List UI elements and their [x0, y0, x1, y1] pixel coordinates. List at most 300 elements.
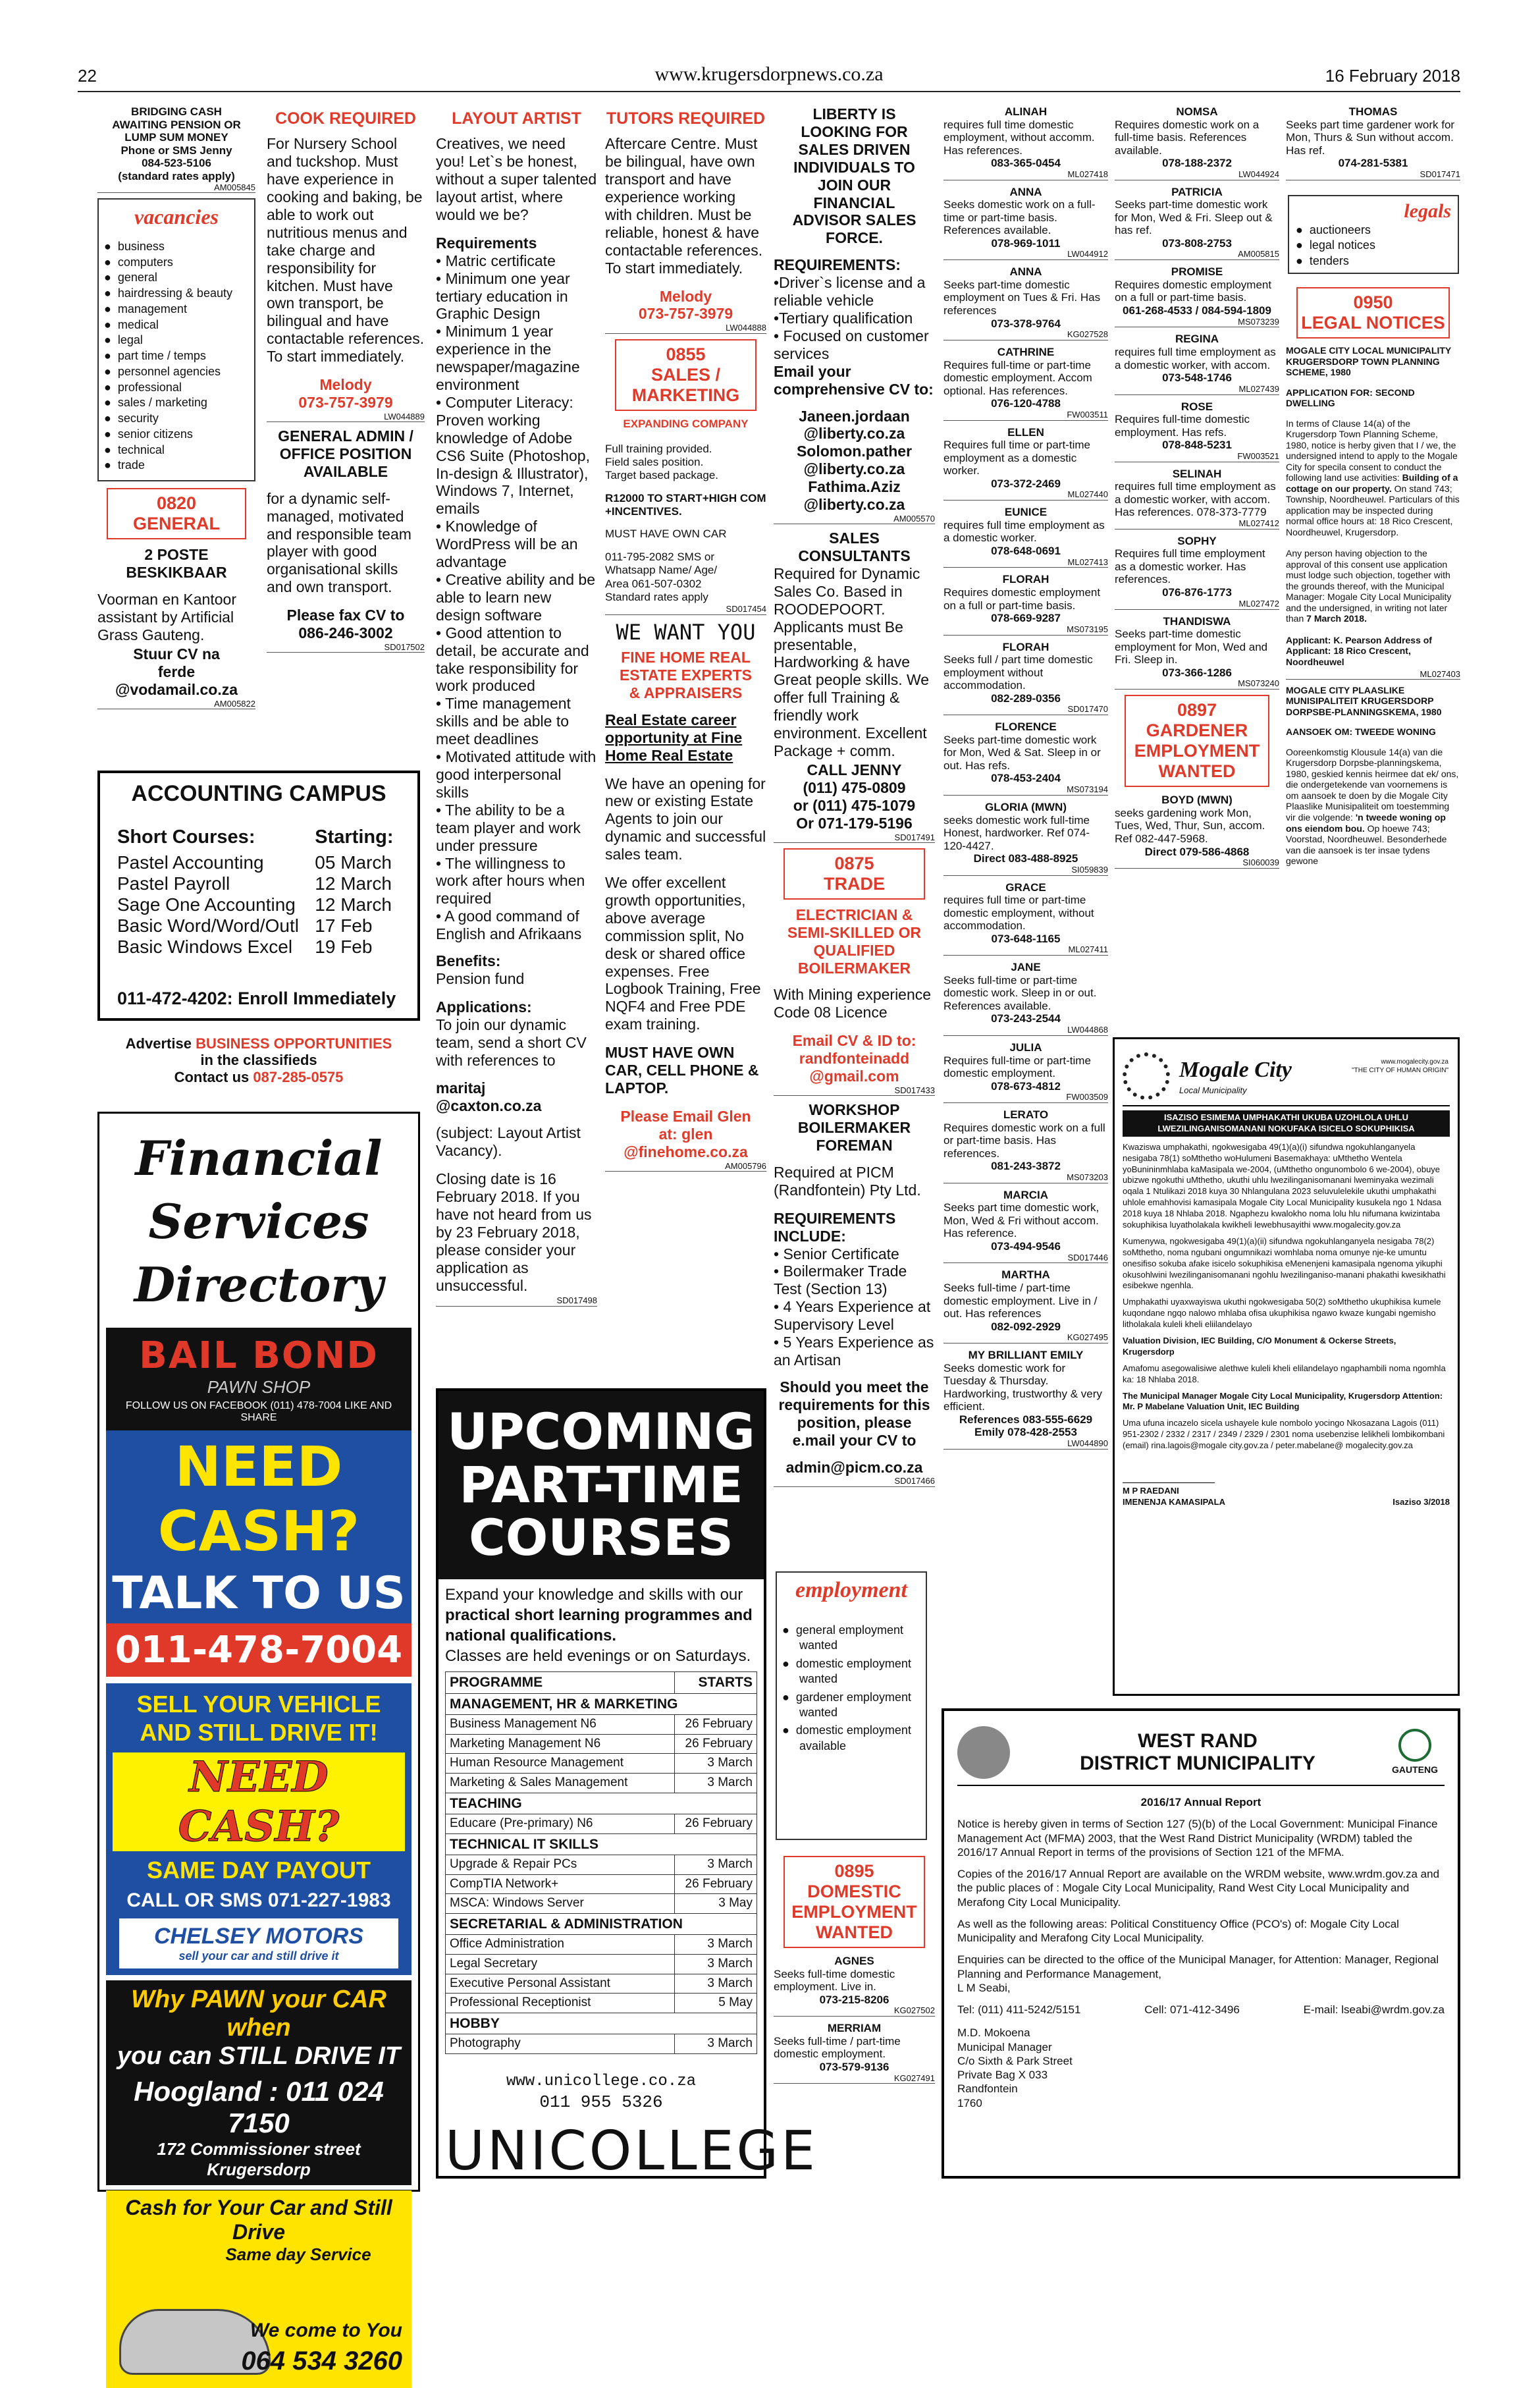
category-label: LEGAL NOTICES	[1301, 313, 1445, 333]
notice-heading: MOGALE CITY LOCAL MUNICIPALITY KRUGERSDORP TOWN PLANNING SCHEME, 1980	[1286, 345, 1451, 378]
email-part: Fathima.Aziz	[808, 478, 901, 496]
column-header: PROGRAMME	[446, 1672, 675, 1693]
listing-name: MARTHA	[1001, 1268, 1050, 1282]
poste-heading	[97, 546, 255, 582]
ad-title	[605, 649, 766, 702]
listing-body: Requires domestic employment on a full or part-time basis.	[943, 586, 1101, 612]
ad-code: LW044889	[267, 412, 425, 422]
email-list[interactable]	[774, 408, 935, 514]
listing-body: Seeks full / part time domestic employment without accommodation.	[943, 653, 1093, 692]
programme-row	[446, 2034, 757, 2054]
ad-code: AM005822	[97, 699, 255, 709]
ad-info: FOLLOW US ON FACEBOOK (011) 478-7004 LIKE AND SHARE	[125, 1400, 392, 1424]
programme-name: Business Management N6	[446, 1714, 675, 1734]
listing-name: BOYD (MWN)	[1161, 794, 1233, 807]
ad-code: SD017471	[1286, 170, 1460, 180]
title-line: JOIN OUR	[817, 176, 891, 194]
ad-code: SD017498	[436, 1295, 597, 1306]
requirement-item: • Minimum 1 year experience in the newspaper/magazine environment	[436, 323, 580, 394]
programme-row	[446, 1754, 757, 1774]
ad-code: KG027528	[943, 330, 1108, 340]
ad-body: Required for Dynamic Sales Co. Based in ROODEPOORT. Applicants must Be presentable, Hardworking & have Great people skills. We offer full Training & friendly work environment. Excellent Package + comm.	[774, 564, 930, 760]
column-1	[97, 105, 255, 715]
ad-code: ML027411	[943, 945, 1108, 956]
requirement-item: • Motivated attitude with good interpersonal skills	[436, 748, 597, 801]
legals-list-item[interactable]: ● legal notices	[1296, 238, 1451, 253]
ad-body: Email your comprehensive CV to:	[774, 362, 934, 398]
ad-intro: practical short learning programmes and national qualifications.	[445, 1606, 753, 1645]
course-name: Pastel Accounting	[117, 852, 264, 873]
ad-body: Closing date is 16 February 2018. If you have not heard from us by 23 February 2018, please consider your application as unsuccessful.	[436, 1170, 592, 1294]
vacancies-title: vacancies	[134, 205, 219, 229]
ad-line: 2 POSTE	[144, 546, 209, 564]
section-row	[446, 1914, 757, 1935]
listing-body: Requires full-time or part-time domestic employment. Accom optional. Has references.	[943, 358, 1092, 397]
address-line: Private Bag X 033	[957, 2069, 1048, 2081]
legals-list	[1296, 223, 1451, 269]
listing-body: seeks gardening work Mon, Tues, Wed, Thur, Sun, accom. Ref 082-447-5968.	[1115, 806, 1265, 846]
vacancies-list-item[interactable]: ● technical	[104, 443, 249, 458]
title-line: FOREMAN	[816, 1137, 893, 1154]
ad-address: 172 Commissioner street Krugersdorp	[157, 2138, 361, 2179]
listing-name: ROSE	[1181, 400, 1213, 413]
website-link[interactable]: www.mogalecity.gov.za	[1381, 1058, 1448, 1066]
ad-phone: 087-285-0575	[253, 1068, 344, 1085]
listing	[943, 1189, 1108, 1264]
listing-body: Seeks domestic work for Tuesday & Thursday. Hardworking, trustworthy & very efficient.	[943, 1361, 1102, 1413]
title-line: SEMI-SKILLED OR	[787, 923, 922, 941]
unicollege-ad	[436, 1388, 818, 2183]
email-address[interactable]: admin@picm.co.za	[785, 1458, 923, 1476]
programme-name: Executive Personal Assistant	[446, 1974, 675, 1994]
chelsey-logo	[119, 1918, 398, 1968]
course-row	[117, 852, 400, 873]
programme-name: Professional Receptionist	[446, 1994, 675, 2013]
notice-body: Building of a cottage on our property.	[1286, 472, 1458, 494]
ad-code: FW003509	[943, 1093, 1108, 1103]
notice-body: In terms of Clause 14(a) of the Krugersdorp Town Planning Scheme, 1980, notice is herby given that I / we, the undersigned intend to apply to the Mogale City for specila consent to conduct the following land use activities:	[1286, 418, 1458, 483]
ad-line: (standard rates apply)	[118, 169, 235, 182]
programme-row	[446, 1935, 757, 1955]
listing-body: Seeks part-time domestic work for Mon, Wed & Fri. Sleep out & has ref.	[1115, 198, 1273, 237]
wrdm-logo-icon	[957, 1726, 1010, 1779]
listing-name: MARCIA	[1003, 1188, 1048, 1201]
listing	[943, 105, 1108, 180]
listing-body: Requires full time employment as a domestic worker. Has references.	[1115, 547, 1265, 586]
need-cash-heading: NEED CASH?	[106, 1430, 412, 1567]
programme-row	[446, 1774, 757, 1793]
listing-name: PROMISE	[1171, 265, 1223, 279]
ad-line: Target based package.	[605, 469, 719, 482]
requirements-list	[774, 274, 935, 363]
notice-body: Any person having objection to the approval of this consent use application must lodge such objection, together with the grounds thereof, with the Municipal Manager: Mogale City Local Municipality and the undersigned, in writing not later than	[1286, 548, 1452, 624]
email-part: Janeen.jordaan	[799, 407, 910, 425]
listing-phone: 073-548-1746	[1162, 371, 1232, 385]
title-line: WEST RAND	[1138, 1729, 1258, 1752]
ad-code: KG027495	[943, 1333, 1108, 1343]
listing-name: ANNA	[1009, 185, 1042, 198]
ad-code: MS073240	[1115, 679, 1279, 690]
listing-name: THANDISWA	[1163, 614, 1231, 628]
programme-name: Office Administration	[446, 1935, 675, 1955]
ad-phone: 011-478-7004	[106, 1623, 412, 1677]
notice-date: 7 March 2018.	[1306, 613, 1367, 624]
listing-name: NOMSA	[1176, 105, 1218, 118]
poste-contact	[97, 645, 255, 699]
column-5-bottom	[774, 1856, 935, 2089]
ad-body: Pension fund	[436, 969, 525, 987]
listing-body: Requires full time or part-time employment as a domestic worker.	[943, 439, 1090, 477]
ad-line: MUST HAVE OWN CAR	[605, 528, 727, 541]
vacancies-list-item[interactable]: ● personnel agencies	[104, 364, 249, 380]
title-line: AVAILABLE	[303, 462, 388, 480]
listing	[943, 720, 1108, 796]
ad-contact	[267, 607, 425, 642]
category-label: GENERAL	[132, 514, 220, 534]
vacancies-list-item[interactable]: ● business	[104, 239, 249, 255]
ad-word: PAWN	[190, 1985, 265, 2013]
ad-line: AWAITING PENSION OR	[112, 118, 241, 131]
requirement-item: •Driver`s license and a reliable vehicle	[774, 274, 926, 310]
title-line: ADVISOR SALES	[792, 211, 916, 229]
email-address[interactable]	[436, 1079, 597, 1115]
listing-phone: 073-648-1165	[991, 932, 1061, 945]
ad-title	[267, 427, 425, 481]
category-label: WANTED	[816, 1922, 893, 1943]
contact-name: Melody	[659, 287, 712, 305]
ad-code: SD017446	[943, 1253, 1108, 1264]
ad-body: With Mining experience Code 08 Licence	[774, 986, 932, 1021]
vacancies-list-item[interactable]: ● legal	[104, 333, 249, 348]
ad-phone: Hoogland : 011 024 7150	[134, 2075, 384, 2138]
address-line: C/o Sixth & Park Street	[957, 2054, 1073, 2067]
section-row	[446, 1793, 757, 1814]
ad-body: We have an opening for new or existing Estate Agents to join our dynamic and successful sales team.	[605, 774, 766, 863]
programme-start: 3 March	[675, 1974, 757, 1994]
ad-code: FW003521	[1115, 452, 1279, 462]
ad-body: To join our dynamic team, send a short CV with references to	[436, 1016, 587, 1069]
vacancies-list-item[interactable]: ● part time / temps	[104, 348, 249, 364]
ad-code: ML027412	[1115, 519, 1279, 529]
title-line: COURSES	[468, 1508, 733, 1567]
site-url[interactable]: www.krugersdorpnews.co.za	[654, 63, 884, 85]
legals-list-item[interactable]: ● tenders	[1296, 254, 1451, 269]
programme-start: 3 March	[675, 2034, 757, 2054]
ad-code: LW044890	[943, 1439, 1108, 1450]
ad-line: in the classifieds	[200, 1052, 317, 1069]
listing-body: Requires domestic work on a full or part-time basis. Has references.	[943, 1121, 1105, 1160]
ad-code: SD017454	[605, 604, 766, 614]
contact-email[interactable]: E-mail: lseabi@wrdm.gov.za	[1303, 2003, 1445, 2016]
contact-line: Email CV & ID to:	[792, 1032, 916, 1050]
ad-body: Creatives, we need you! Let`s be honest, without a super talented layout artist, where would we be?	[436, 135, 597, 223]
contact-label: Please fax CV to	[286, 607, 405, 624]
vacancies-list	[104, 239, 249, 474]
listing-phone: 078-453-2404	[991, 772, 1061, 785]
category-0950	[1296, 287, 1450, 339]
programme-name: Human Resource Management	[446, 1754, 675, 1774]
title-line: INDIVIDUALS TO	[793, 158, 915, 176]
listing-body: Seeks part-time domestic employment for Mon, Wed and Fri. Sleep in.	[1115, 628, 1268, 666]
listing-phone: 073-366-1286	[1162, 666, 1232, 679]
course-start: 05 March	[315, 852, 392, 873]
ad-body: Should you meet the requirements for this position, please e.mail your CV to	[778, 1378, 930, 1449]
notice-bar: ISAZISO ESIMEMA UMPHAKATHI UKUBA UZOHLOLA UHLU LWEZILINGANISOMANANI NOKUFAKA ISICELO SOKUPHIKISA	[1123, 1110, 1450, 1137]
listing	[943, 1349, 1108, 1450]
page-header	[78, 63, 1460, 90]
ad-title: ACCOUNTING CAMPUS	[131, 781, 386, 806]
section-heading: Applications:	[436, 998, 532, 1016]
notice-body: Notice is hereby given in terms of Section 127 (5)(b) of the Local Government: Municipal Finance Management Act (MFMA) 2003, that the West Rand District Municipality (WRDM) tabled the 2016/17 Annual Report in terms of the provisions of Section 121 of the MFMA.	[957, 1818, 1438, 1859]
unicollege-logo: UNICOLLEGE	[445, 2120, 818, 2183]
listing-name: SOPHY	[1177, 534, 1217, 547]
ad-body: for a dynamic self-managed, motivated and responsible team player with good organisational skills and own transport.	[267, 489, 412, 596]
ad-title: COOK REQUIRED	[275, 109, 416, 128]
vacancies-list-item[interactable]: ● professional	[104, 380, 249, 396]
listing	[943, 426, 1108, 501]
ad-phone: CALL OR SMS 071-227-1983	[126, 1889, 391, 1911]
financial-services-directory	[97, 1112, 420, 2375]
listing-name: JULIA	[1009, 1041, 1042, 1054]
listing-phone: 083-365-0454	[991, 157, 1061, 170]
section-heading: Benefits:	[436, 952, 501, 970]
category-label: DOMESTIC	[807, 1882, 901, 1902]
vacancies-list-item[interactable]: ● medical	[104, 317, 249, 333]
listing-phone: Direct 083-488-8925	[973, 852, 1078, 865]
category-0855	[615, 339, 757, 411]
contact-line: (011) 475-0809	[803, 778, 906, 796]
ad-code: ML027418	[943, 170, 1108, 180]
ad-footer: 011-472-4202: Enroll Immediately	[117, 989, 396, 1008]
ad-heading	[438, 1391, 764, 1579]
website-link[interactable]: www.unicollege.co.za	[506, 2073, 697, 2091]
employment-list-item[interactable]: ● domestic employment wanted	[782, 1656, 920, 1687]
requirement-item: • Matric certificate	[436, 252, 556, 269]
advertise-box	[97, 1035, 420, 1085]
listing	[943, 186, 1108, 261]
logo-subtext: sell your car and still drive it	[178, 1949, 339, 1963]
ad-title	[774, 105, 935, 247]
ad-contact[interactable]	[605, 1108, 766, 1161]
listing-name: MY BRILLIANT EMILY	[968, 1349, 1084, 1362]
notice-body: Copies of the 2016/17 Annual Report are available on the WRDM website, www.wrdm.gov.za and the public places of : Mogale City Local Municipality, Rand West City Local Municipality and Merafong City Local Municipality.	[957, 1868, 1440, 1909]
ad-code: SD017491	[774, 832, 935, 843]
listing-body: requires full time domestic employment, without accomm. Has references.	[943, 118, 1095, 157]
listing-phone: References 083-555-6629 Emily 078-428-2553	[959, 1413, 1093, 1439]
requirement-item: • Boilermaker Trade Test (Section 13)	[774, 1262, 907, 1298]
listing-name: ALINAH	[1004, 105, 1048, 118]
notice-number: Isaziso 3/2018	[1393, 1496, 1450, 1507]
programme-row	[446, 1734, 757, 1754]
listing-phone: 078-848-5231	[1162, 439, 1232, 452]
title-line: Directory	[134, 1256, 384, 1313]
employment-list-item[interactable]: ● gardener employment wanted	[782, 1690, 920, 1721]
programme-row	[446, 1855, 757, 1875]
ad-line: LUMP SUM MONEY	[124, 131, 228, 144]
ad-code: SD017466	[774, 1476, 935, 1486]
title-line: FORCE.	[826, 229, 883, 247]
ad-line: Stuur CV na	[133, 645, 220, 663]
listing-name: EUNICE	[1004, 506, 1048, 519]
programme-start: 3 March	[675, 1774, 757, 1793]
vacancies-list-item[interactable]: ● security	[104, 411, 249, 427]
bail-bond-ad	[106, 1328, 412, 1430]
ad-contact	[267, 376, 425, 412]
vacancies-list-item[interactable]: ● management	[104, 302, 249, 317]
listing	[1115, 400, 1279, 462]
vacancies-list-item[interactable]: ● senior citizens	[104, 427, 249, 443]
contact-cell: Cell: 071-412-3496	[1144, 2003, 1240, 2016]
listing-name: PATRICIA	[1171, 185, 1223, 198]
listing-phone: 081-243-3872	[991, 1160, 1061, 1173]
ad-line: BRIDGING CASH	[131, 105, 222, 118]
listing	[943, 506, 1108, 568]
listing-name: SELINAH	[1172, 467, 1222, 480]
listing-body: Requires full-time or part-time domestic employment.	[943, 1054, 1091, 1080]
section-heading: TECHNICAL IT SKILLS	[446, 1833, 757, 1855]
programme-name: Educare (Pre-primary) N6	[446, 1814, 675, 1834]
notice-body: Op hoewe 743; Voorstad, Noordheuwel. Besonderhede van die aansoek is ter insae tydens gewone	[1286, 823, 1447, 867]
column-8-notices	[1286, 287, 1460, 868]
ad-contact	[605, 288, 766, 323]
requirement-item: • Minimum one year tertiary education in Graphic Design	[436, 269, 570, 323]
listing	[943, 641, 1108, 716]
ad-code: LW044888	[605, 323, 766, 333]
listing-phone: 073-808-2753	[1162, 236, 1232, 250]
ad-title	[774, 529, 935, 565]
listing-phone: 061-268-4533 / 084-594-1809	[1123, 304, 1271, 317]
notice-applicant: Applicant: K. Pearson Address of Applicant: 18 Rico Crescent, Noordheuwel	[1286, 634, 1432, 667]
course-start: 19 Feb	[315, 936, 373, 957]
ad-intro: Expand your knowledge and skills with our	[445, 1585, 743, 1604]
vacancies-list-item[interactable]: ● trade	[104, 458, 249, 474]
ad-line: Phone or SMS Jenny	[120, 144, 232, 157]
signatory-title: IMENENJA KAMASIPALA	[1123, 1496, 1226, 1507]
poste-body: Voorman en Kantoor assistant by Artificial Grass Gauteng.	[97, 591, 236, 643]
listing	[943, 961, 1108, 1036]
vacancies-list-item[interactable]: ● sales / marketing	[104, 395, 249, 411]
listing-body: Requires domestic work on a full-time basis. References available.	[1115, 118, 1260, 157]
ad-line: Same day Service	[225, 2244, 371, 2264]
contact-line: randfonteinadd	[799, 1050, 910, 1068]
programme-name: Photography	[446, 2034, 675, 2054]
listing	[943, 881, 1108, 956]
programme-start: 26 February	[675, 1874, 757, 1894]
ad-line: you can STILL DRIVE IT	[117, 2042, 401, 2070]
ad-line: Standard rates apply	[605, 591, 708, 604]
listing-phone: 078-969-1011	[991, 236, 1061, 250]
title-line: DISTRICT MUNICIPALITY	[1080, 1752, 1315, 1774]
ad-line: We come to You	[250, 2319, 402, 2341]
requirement-item: • The willingness to work after hours when required	[436, 854, 585, 908]
ad-body: Required at PICM (Randfontein) Pty Ltd.	[774, 1163, 921, 1199]
title-line: ELECTRICIAN &	[795, 906, 913, 923]
ad-code: ML027439	[1115, 385, 1279, 395]
vacancies-list-item[interactable]: ● hairdressing & beauty	[104, 286, 249, 302]
listing-phone: 078-188-2372	[1162, 157, 1232, 170]
vacancies-list-item[interactable]: ● general	[104, 270, 249, 286]
title-line: FINANCIAL	[813, 194, 895, 211]
ad-line: SELL YOUR VEHICLE	[136, 1691, 381, 1718]
ad-contact[interactable]	[774, 1032, 935, 1085]
listing-phone: Direct 079-586-4868	[1144, 845, 1250, 858]
listing-body: requires full time employment as a domestic worker.	[943, 518, 1105, 545]
ad-code: ML027403	[1286, 669, 1460, 680]
programme-name: CompTIA Network+	[446, 1874, 675, 1894]
ad-line: ferde	[157, 663, 196, 680]
listing-body: Requires full-time domestic employment. Has refs.	[1115, 413, 1250, 439]
vacancies-list-item[interactable]: ● computers	[104, 255, 249, 271]
ad-line: AND STILL DRIVE IT!	[140, 1719, 378, 1747]
ad-code: ML027413	[943, 558, 1108, 568]
programme-start: 5 May	[675, 1994, 757, 2013]
programme-row	[446, 1955, 757, 1974]
municipality-subtitle: Local Municipality	[1179, 1085, 1247, 1095]
ad-code: AM005815	[1115, 250, 1279, 260]
legals-index	[1288, 195, 1459, 274]
ad-phone: 084-523-5106	[142, 157, 211, 170]
notice-body: Amafomu asegowalisiwe alethwe kuleli kheli elilandelayo ngaphambili noma ngomhla ka: 18 Nhlaba 2018.	[1123, 1363, 1446, 1384]
ad-code: AM005845	[97, 182, 255, 193]
address-line: M.D. Mokoena	[957, 2026, 1030, 2040]
email-part: @liberty.co.za	[803, 496, 905, 514]
ad-code: FW003511	[943, 410, 1108, 421]
category-number: 0875	[834, 853, 874, 873]
programme-table	[445, 1671, 757, 2054]
requirements-list	[774, 1245, 935, 1369]
title-line: Services	[148, 1193, 369, 1249]
listing	[943, 1041, 1108, 1103]
ad-body	[605, 443, 766, 605]
listing	[1115, 186, 1279, 261]
employment-list-item[interactable]: ● domestic employment available	[782, 1723, 920, 1754]
ad-subtitle: PAWN SHOP	[207, 1377, 311, 1398]
listing-name: THOMAS	[1348, 105, 1398, 118]
programme-row	[446, 1994, 757, 2013]
ad-line: SAME DAY PAYOUT	[146, 1856, 371, 1884]
employment-list-item[interactable]: ● general employment wanted	[782, 1623, 920, 1654]
requirement-item: • The ability to be a team player and work under pressure	[436, 801, 581, 854]
category-label: TRADE	[824, 873, 885, 894]
notice-body: 'n tweede woning op ons eiendom bou.	[1286, 811, 1446, 834]
slogan: "THE CITY OF HUMAN ORIGIN"	[1352, 1067, 1448, 1074]
legals-list-item[interactable]: ● auctioneers	[1296, 223, 1451, 238]
category-0875	[783, 848, 926, 900]
listing-body: Seeks full-time or part-time domestic work. Sleep in or out. References available.	[943, 973, 1097, 1012]
ad-line: BUSINESS OPPORTUNITIES	[196, 1035, 392, 1052]
listing-body: Seeks full-time / part-time domestic employment. Live in / out. Has references	[943, 1281, 1098, 1320]
ad-code: KG027502	[774, 2006, 935, 2017]
need-cash-heading: NEED CASH?	[113, 1752, 405, 1851]
employment-index	[776, 1571, 927, 1840]
signature	[1123, 1457, 1215, 1483]
column-3	[436, 105, 597, 1312]
title-line: SALES DRIVEN	[798, 140, 911, 158]
requirement-item: • Good attention to detail, be accurate and take responsibility for work produced	[436, 624, 589, 695]
category-label: SALES / MARKETING	[631, 364, 740, 405]
employment-list	[782, 1623, 920, 1754]
notice-heading: AANSOEK OM: TWEEDE WONING	[1286, 726, 1436, 738]
requirement-item: •Tertiary qualification	[774, 309, 913, 327]
we-want-you-graphic: WE WANT YOU	[616, 619, 756, 645]
ad-line: @vodamail.co.za	[115, 680, 238, 698]
course-name: Basic Word/Word/Outl	[117, 915, 299, 936]
column-header: Starting:	[315, 827, 394, 848]
programme-row	[446, 1714, 757, 1734]
listing-phone: 073-215-8206	[819, 1993, 889, 2006]
listing-body: Seeks part-time domestic employment on Tues & Fri. Has references	[943, 278, 1101, 317]
talk-to-us: TALK TO US	[106, 1567, 412, 1623]
